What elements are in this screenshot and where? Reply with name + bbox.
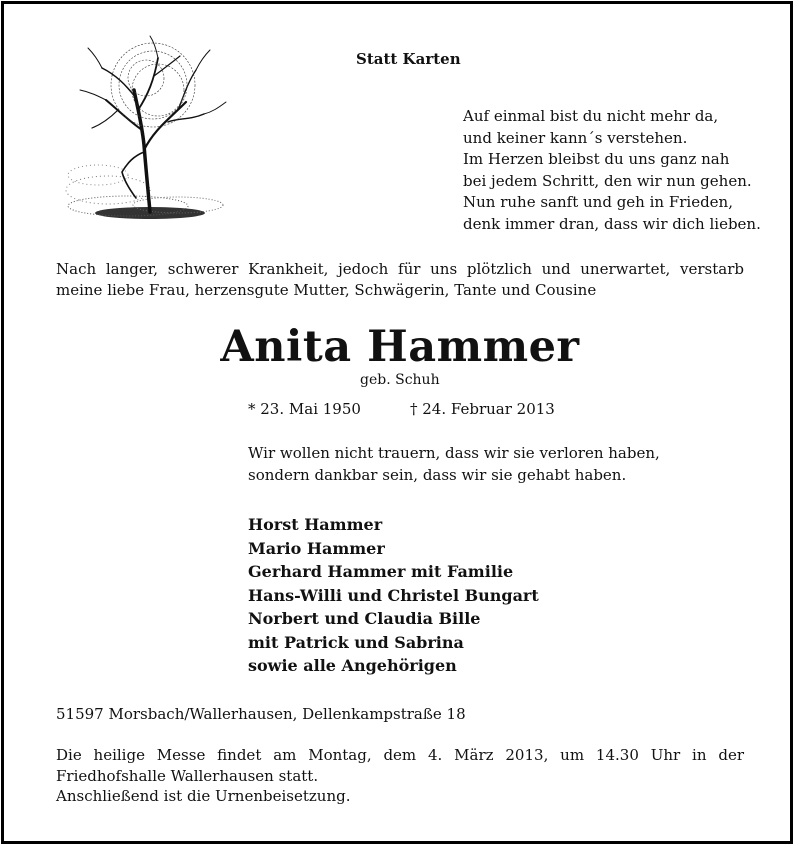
intro-text: Nach langer, schwerer Krankheit, jedoch für uns plötzlich und unerwartet, verstarb meine liebe Frau, herzensgute Mutter, Schwägerin, Tante und Cousine — [56, 260, 744, 299]
family-member: Gerhard Hammer mit Familie — [248, 562, 514, 581]
address: 51597 Morsbach/Wallerhausen, Dellenkampstraße 18 — [56, 705, 466, 723]
quote-line: Wir wollen nicht trauern, dass wir sie verloren haben, — [248, 444, 660, 462]
family-list — [248, 513, 539, 678]
family-member: Mario Hammer — [248, 538, 385, 558]
maiden-name: geb. Schuh — [360, 372, 440, 388]
poem-line: Nun ruhe sanft und geh in Frieden, — [463, 193, 733, 211]
poem-line: bei jedem Schritt, den wir nun gehen. — [463, 171, 752, 190]
quote — [248, 442, 660, 486]
urn-burial-text: Anschließend ist die Urnenbeisetzung. — [56, 787, 351, 805]
poem — [463, 106, 761, 235]
mass-text: Die heilige Messe findet am Montag, dem 4. März 2013, um 14.30 Uhr in der Friedhofshalle Wallerhausen statt. — [56, 746, 744, 785]
tree-illustration — [58, 30, 238, 235]
family-member: sowie alle Angehörigen — [248, 656, 457, 675]
poem-line: Im Herzen bleibst du uns ganz nah — [463, 150, 730, 168]
family-member: Hans-Willi und Christel Bungart — [248, 585, 539, 605]
quote-line: sondern dankbar sein, dass wir sie gehabt haben. — [248, 466, 627, 484]
birth-date: * 23. Mai 1950 — [248, 400, 361, 418]
family-member: mit Patrick und Sabrina — [248, 632, 464, 652]
mass-announcement — [56, 745, 744, 807]
poem-line: Auf einmal bist du nicht mehr da, — [463, 107, 719, 125]
family-member: Norbert und Claudia Bille — [248, 609, 481, 628]
poem-line: denk immer dran, dass wir dich lieben. — [463, 214, 761, 233]
death-date: † 24. Februar 2013 — [410, 400, 555, 418]
statt-karten-heading: Statt Karten — [356, 50, 461, 68]
poem-line: und keiner kann´s verstehen. — [463, 128, 688, 147]
deceased-name: Anita Hammer — [220, 322, 580, 372]
family-member: Horst Hammer — [248, 515, 383, 534]
